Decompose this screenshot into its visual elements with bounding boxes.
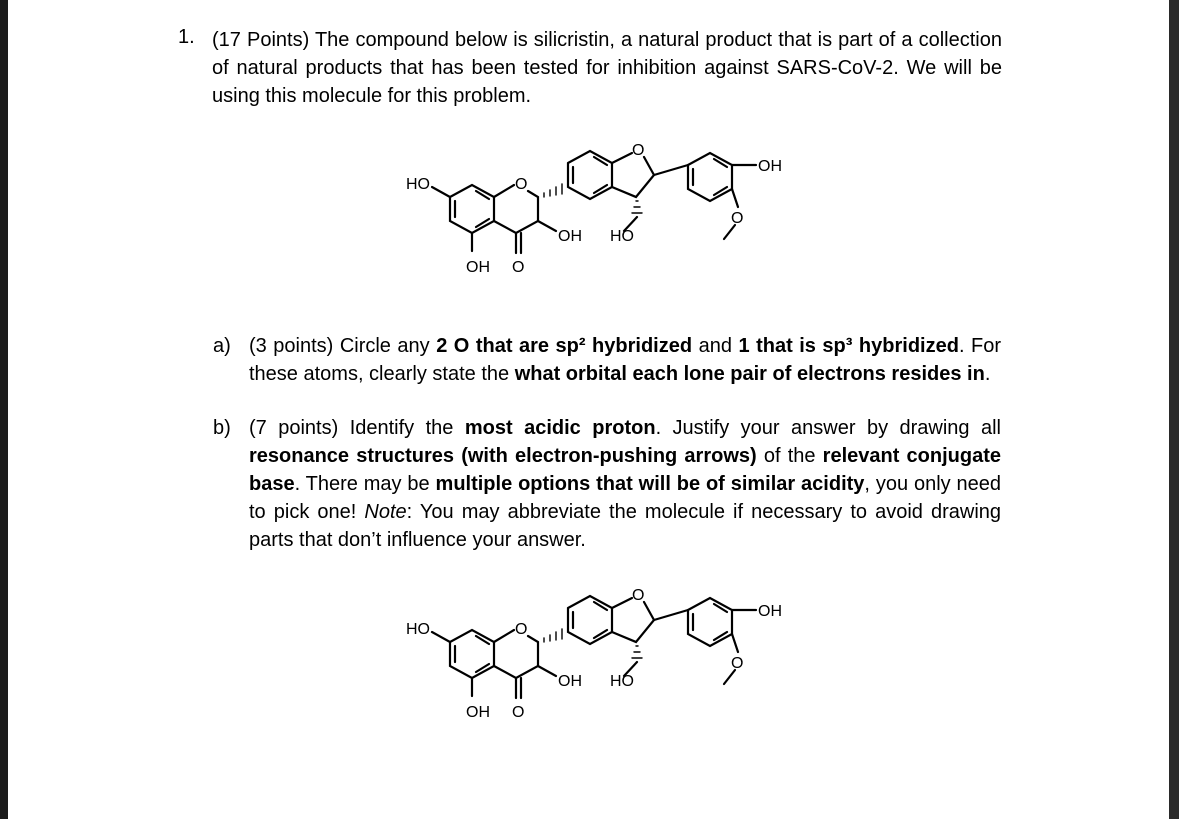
- bond: [494, 191, 538, 233]
- oh-bottom-label: OH: [466, 704, 490, 721]
- ho-left-label: HO: [406, 621, 430, 638]
- oh-center-label: OH: [558, 228, 582, 245]
- oh-bottom-label: OH: [466, 259, 490, 276]
- bond: [432, 632, 450, 642]
- bond: [688, 153, 732, 201]
- bond: [654, 165, 688, 175]
- bond: [494, 185, 514, 197]
- o-benzofuran-label: O: [632, 142, 645, 159]
- o-ring-label: O: [515, 176, 528, 193]
- o-methoxy-label: O: [731, 655, 744, 672]
- o-benzofuran-label: O: [632, 587, 645, 604]
- bond: [732, 189, 738, 207]
- question-number: 1.: [178, 26, 195, 48]
- bond: [568, 151, 612, 199]
- bond: [612, 157, 654, 197]
- molecule-structure-bottom: [388, 580, 808, 730]
- oh-right-label: OH: [758, 158, 782, 175]
- bond: [732, 634, 738, 652]
- bond: [450, 185, 494, 233]
- bond: [494, 636, 538, 678]
- ho-left-label: HO: [406, 176, 430, 193]
- bond: [494, 630, 514, 642]
- bond: [612, 153, 632, 163]
- molecule-structure-top: [388, 135, 808, 285]
- o-bottom-label: O: [512, 259, 525, 276]
- part-a-text: (3 points) Circle any 2 O that are sp² hybridized and 1 that is sp³ hybridized. For these atoms, clearly state the what orbital each lone pair of electrons resides in.: [249, 335, 1001, 385]
- oh-center-label: OH: [558, 673, 582, 690]
- o-methoxy-label: O: [731, 210, 744, 227]
- o-bottom-label: O: [512, 704, 525, 721]
- bond: [450, 630, 494, 678]
- bond: [538, 221, 556, 231]
- ho-center-label: HO: [610, 673, 634, 690]
- bond: [568, 596, 612, 644]
- question-points: (17 Points): [212, 29, 310, 51]
- bond: [654, 610, 688, 620]
- bond: [612, 602, 654, 642]
- bond: [724, 670, 735, 684]
- part-a-label: a): [213, 335, 231, 357]
- question-text: The compound below is silicristin, a natural product that is part of a collection of natural products that has been tested for inhibition against SARS-CoV-2. We will be using this molecule for this problem.: [212, 29, 1002, 107]
- bond: [432, 187, 450, 197]
- bond: [724, 225, 735, 239]
- o-ring-label: O: [515, 621, 528, 638]
- document-page: [8, 0, 1169, 819]
- question-intro: [212, 26, 1002, 110]
- part-b-text: (7 points) Identify the most acidic proton. Justify your answer by drawing all resonance structures (with electron-pushing arrows) of the relevant conjugate base. There may be multiple options that will be of similar acidity, you only need to pick one! Note: You may abbreviate the molecule if necessary to avoid drawing parts that don’t influence your answer.: [249, 417, 1002, 551]
- bond: [612, 598, 632, 608]
- oh-right-label: OH: [758, 603, 782, 620]
- bond: [688, 598, 732, 646]
- bond: [538, 666, 556, 676]
- part-b-label: b): [213, 417, 231, 439]
- window-edge: [1169, 0, 1179, 819]
- ho-center-label: HO: [610, 228, 634, 245]
